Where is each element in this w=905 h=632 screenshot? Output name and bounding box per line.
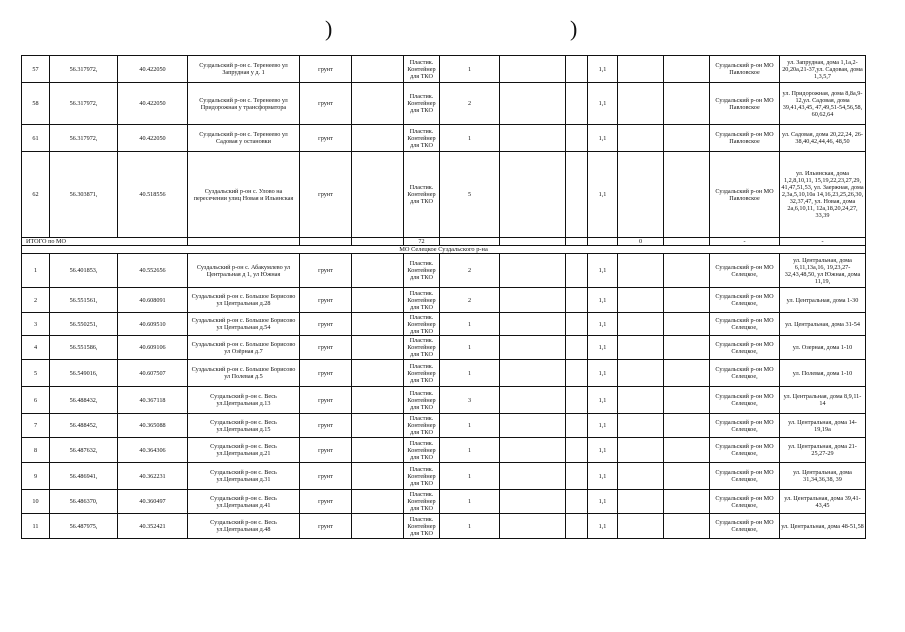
surface-cell: грунт [300,125,352,152]
owner-cell: Суздальский р-он МО Селецкое, [710,254,780,288]
address-cell: Суздальский р-он с. Теренеево ул Садовая у остановки [188,125,300,152]
address-cell: Суздальский р-он с. Большое Борисово ул Центральная д.28 [188,288,300,313]
volume-cell: 1,1 [588,438,618,463]
latitude-cell: 56.551586, [50,336,118,360]
served-houses-cell: ул. Центральная, дома 31,34,36,38, 39 [780,463,866,490]
empty-cell [664,414,710,438]
table-row [22,152,866,238]
empty-cell [566,414,588,438]
table-body-section-a [22,56,866,238]
longitude-cell: 40.364306 [118,438,188,463]
total-count: 72 [404,238,440,246]
empty-cell [500,56,566,83]
empty-cell [352,438,404,463]
volume-cell: 1,1 [588,313,618,336]
address-cell: Суздальский р-он с. Весь ул.Центральная д.31 [188,463,300,490]
container-type-cell: Пластик. Контейнер для ТКО [404,414,440,438]
section-title: МО Селецкое Суздальского р-на [22,246,866,254]
container-type-cell: Пластик. Контейнер для ТКО [404,313,440,336]
longitude-cell: 40.422050 [118,83,188,125]
empty-cell [352,56,404,83]
owner-cell: Суздальский р-он МО Селецкое, [710,414,780,438]
address-cell: Суздальский р-он с. Весь ул.Центральная д.48 [188,514,300,539]
owner-cell: Суздальский р-он МО Селецкое, [710,360,780,387]
empty-cell [566,152,588,238]
empty-cell [664,490,710,514]
surface-cell: грунт [300,387,352,414]
address-cell: Суздальский р-он с. Весь ул.Центральная д.15 [188,414,300,438]
longitude-cell: 40.609510 [118,313,188,336]
container-type-cell: Пластик. Контейнер для ТКО [404,438,440,463]
container-count-cell: 1 [440,336,500,360]
served-houses-cell: ул. Придорожная, дома 8,8а,9-12,ул. Садовая, дома 39,41,43,45, 47,49,51-54,56,58, 60,62,64 [780,83,866,125]
row-number: 57 [22,56,50,83]
empty-cell [618,463,664,490]
row-number: 2 [22,288,50,313]
latitude-cell: 56.488452, [50,414,118,438]
table-row [22,288,866,313]
total-zero: 0 [618,238,664,246]
empty-cell [588,238,618,246]
volume-cell: 1,1 [588,387,618,414]
row-number: 8 [22,438,50,463]
empty-cell [352,387,404,414]
binding-mark-left: ) [325,16,333,41]
empty-cell [500,360,566,387]
longitude-cell: 40.607507 [118,360,188,387]
empty-cell [566,463,588,490]
row-number: 9 [22,463,50,490]
empty-cell [352,514,404,539]
volume-cell: 1,1 [588,360,618,387]
longitude-cell: 40.518556 [118,152,188,238]
surface-cell: грунт [300,56,352,83]
empty-cell [566,254,588,288]
owner-cell: Суздальский р-он МО Селецкое, [710,387,780,414]
total-label: ИТОГО по МО [22,238,188,246]
empty-cell [500,490,566,514]
empty-cell [500,152,566,238]
empty-cell [440,238,500,246]
empty-cell [664,463,710,490]
empty-cell [664,83,710,125]
volume-cell: 1,1 [588,83,618,125]
empty-cell [566,238,588,246]
empty-cell [664,288,710,313]
container-count-cell: 2 [440,83,500,125]
latitude-cell: 56.317972, [50,83,118,125]
container-count-cell: 1 [440,414,500,438]
empty-cell [566,288,588,313]
served-houses-cell: ул. Центральная, дома 21-25,27-29 [780,438,866,463]
container-count-cell: 1 [440,438,500,463]
latitude-cell: 56.317972, [50,125,118,152]
empty-cell [352,125,404,152]
table-row [22,414,866,438]
empty-cell [566,514,588,539]
table-row [22,336,866,360]
surface-cell: грунт [300,514,352,539]
empty-cell [664,387,710,414]
address-cell: Суздальский р-он с. Большое Борисово ул Полевая д.5 [188,360,300,387]
container-type-cell: Пластик. Контейнер для ТКО [404,360,440,387]
registry-table [21,55,866,539]
surface-cell: грунт [300,336,352,360]
container-count-cell: 1 [440,56,500,83]
volume-cell: 1,1 [588,490,618,514]
empty-cell [352,152,404,238]
empty-cell [500,387,566,414]
longitude-cell: 40.609106 [118,336,188,360]
volume-cell: 1,1 [588,336,618,360]
empty-cell [352,490,404,514]
latitude-cell: 56.487632, [50,438,118,463]
empty-cell [618,438,664,463]
total-dash: - [710,238,780,246]
empty-cell [664,438,710,463]
empty-cell [664,152,710,238]
table-body-totals [22,238,866,254]
container-type-cell: Пластик. Контейнер для ТКО [404,254,440,288]
served-houses-cell: ул. Центральная, дома 1-30 [780,288,866,313]
served-houses-cell: ул. Запрудная, дома 1,1а,2-20,20а,21-37,ул. Садовая, дома 1,3,5,7 [780,56,866,83]
section-row [22,246,866,254]
container-type-cell: Пластик. Контейнер для ТКО [404,83,440,125]
empty-cell [566,56,588,83]
surface-cell: грунт [300,360,352,387]
latitude-cell: 56.488432, [50,387,118,414]
empty-cell [566,336,588,360]
latitude-cell: 56.551561, [50,288,118,313]
address-cell: Суздальский р-он с. Большое Борисово ул Озёрная д.7 [188,336,300,360]
empty-cell [664,238,710,246]
surface-cell: грунт [300,83,352,125]
address-cell: Суздальский р-он с. Улово на пересечении улиц Новая и Ильинская [188,152,300,238]
longitude-cell: 40.608091 [118,288,188,313]
empty-cell [664,336,710,360]
latitude-cell: 56.486370, [50,490,118,514]
volume-cell: 1,1 [588,125,618,152]
container-count-cell: 1 [440,514,500,539]
served-houses-cell: ул. Центральная, дома 48-51,58 [780,514,866,539]
owner-cell: Суздальский р-он МО Селецкое, [710,490,780,514]
empty-cell [664,56,710,83]
longitude-cell: 40.360497 [118,490,188,514]
empty-cell [664,125,710,152]
container-type-cell: Пластик. Контейнер для ТКО [404,288,440,313]
empty-cell [618,514,664,539]
total-dash: - [780,238,866,246]
container-type-cell: Пластик. Контейнер для ТКО [404,152,440,238]
address-cell: Суздальский р-он с. Весь ул.Центральная д.13 [188,387,300,414]
empty-cell [352,336,404,360]
latitude-cell: 56.487975, [50,514,118,539]
surface-cell: грунт [300,288,352,313]
container-count-cell: 1 [440,360,500,387]
empty-cell [566,125,588,152]
empty-cell [566,313,588,336]
longitude-cell: 40.367118 [118,387,188,414]
row-number: 7 [22,414,50,438]
empty-cell [664,514,710,539]
row-number: 5 [22,360,50,387]
table-row [22,514,866,539]
empty-cell [352,83,404,125]
empty-cell [618,387,664,414]
row-number: 62 [22,152,50,238]
container-count-cell: 3 [440,387,500,414]
address-cell: Суздальский р-он с. Абакумлево ул Центральная д 1, ул Южная [188,254,300,288]
empty-cell [566,83,588,125]
row-number: 61 [22,125,50,152]
empty-cell [500,313,566,336]
latitude-cell: 56.486941, [50,463,118,490]
table-row [22,83,866,125]
empty-cell [500,414,566,438]
surface-cell: грунт [300,152,352,238]
container-count-cell: 5 [440,152,500,238]
empty-cell [618,125,664,152]
served-houses-cell: ул. Озерная, дома 1-10 [780,336,866,360]
address-cell: Суздальский р-он с. Весь ул.Центральная д.41 [188,490,300,514]
row-number: 11 [22,514,50,539]
volume-cell: 1,1 [588,288,618,313]
longitude-cell: 40.352421 [118,514,188,539]
container-count-cell: 1 [440,463,500,490]
container-type-cell: Пластик. Контейнер для ТКО [404,387,440,414]
owner-cell: Суздальский р-он МО Селецкое, [710,288,780,313]
empty-cell [500,463,566,490]
empty-cell [352,254,404,288]
empty-cell [352,463,404,490]
volume-cell: 1,1 [588,56,618,83]
empty-cell [188,238,300,246]
container-type-cell: Пластик. Контейнер для ТКО [404,56,440,83]
served-houses-cell: ул. Центральная, дома 31-54 [780,313,866,336]
container-type-cell: Пластик. Контейнер для ТКО [404,336,440,360]
table-row [22,313,866,336]
latitude-cell: 56.550251, [50,313,118,336]
owner-cell: Суздальский р-он МО Павловское [710,83,780,125]
empty-cell [664,313,710,336]
empty-cell [618,56,664,83]
row-number: 3 [22,313,50,336]
empty-cell [618,336,664,360]
volume-cell: 1,1 [588,152,618,238]
surface-cell: грунт [300,463,352,490]
container-count-cell: 2 [440,288,500,313]
surface-cell: грунт [300,414,352,438]
row-number: 4 [22,336,50,360]
empty-cell [352,313,404,336]
empty-cell [618,490,664,514]
empty-cell [566,360,588,387]
volume-cell: 1,1 [588,514,618,539]
owner-cell: Суздальский р-он МО Селецкое, [710,438,780,463]
empty-cell [300,238,352,246]
total-row [22,238,866,246]
binding-mark-right: ) [570,16,578,41]
empty-cell [352,360,404,387]
surface-cell: грунт [300,438,352,463]
longitude-cell: 40.422050 [118,125,188,152]
table-row [22,360,866,387]
empty-cell [618,254,664,288]
served-houses-cell: ул. Центральная, дома 14-19,19а [780,414,866,438]
empty-cell [500,254,566,288]
longitude-cell: 40.365088 [118,414,188,438]
empty-cell [566,387,588,414]
empty-cell [500,238,566,246]
empty-cell [618,152,664,238]
owner-cell: Суздальский р-он МО Павловское [710,125,780,152]
table-row [22,438,866,463]
owner-cell: Суздальский р-он МО Павловское [710,152,780,238]
served-houses-cell: ул. Ильинская, дома 1,2,8,10,11, 15,19,22,23,27,29, 41,47,51,53, ул. Заержная, дома 2,3а,5,10,10а 14,16,23,25,26,30, 32,37,47, ул. Новая, дома 2а,6,10,11, 12а,18,20,24,27, 33,39 [780,152,866,238]
empty-cell [500,125,566,152]
owner-cell: Суздальский р-он МО Селецкое, [710,463,780,490]
address-cell: Суздальский р-он с. Теренеево ул Придорожная у трансформатора [188,83,300,125]
container-count-cell: 2 [440,254,500,288]
empty-cell [500,336,566,360]
empty-cell [566,438,588,463]
empty-cell [566,490,588,514]
row-number: 58 [22,83,50,125]
table-row [22,254,866,288]
empty-cell [664,254,710,288]
container-count-cell: 1 [440,125,500,152]
volume-cell: 1,1 [588,463,618,490]
served-houses-cell: ул. Полевая, дома 1-10 [780,360,866,387]
served-houses-cell: ул. Центральная, дома 39,41-43,45 [780,490,866,514]
latitude-cell: 56.549016, [50,360,118,387]
empty-cell [500,288,566,313]
table-row [22,463,866,490]
empty-cell [618,83,664,125]
empty-cell [352,414,404,438]
container-type-cell: Пластик. Контейнер для ТКО [404,463,440,490]
surface-cell: грунт [300,313,352,336]
empty-cell [500,438,566,463]
empty-cell [618,360,664,387]
volume-cell: 1,1 [588,254,618,288]
served-houses-cell: ул. Садовая, дома 20,22,24, 26-38,40,42,44,46, 48,50 [780,125,866,152]
empty-cell [352,288,404,313]
container-type-cell: Пластик. Контейнер для ТКО [404,490,440,514]
container-type-cell: Пластик. Контейнер для ТКО [404,125,440,152]
address-cell: Суздальский р-он с. Весь ул.Центральная д.21 [188,438,300,463]
container-type-cell: Пластик. Контейнер для ТКО [404,514,440,539]
latitude-cell: 56.317972, [50,56,118,83]
served-houses-cell: ул. Центральная, дома 6,11,13а,16, 19,23,27-32,43,48,50, ул Южная, дома 11,19, [780,254,866,288]
table-row [22,125,866,152]
empty-cell [618,313,664,336]
owner-cell: Суздальский р-он МО Селецкое, [710,514,780,539]
table-body-section-b [22,254,866,539]
empty-cell [500,83,566,125]
owner-cell: Суздальский р-он МО Павловское [710,56,780,83]
latitude-cell: 56.401853, [50,254,118,288]
empty-cell [500,514,566,539]
empty-cell [618,288,664,313]
owner-cell: Суздальский р-он МО Селецкое, [710,336,780,360]
surface-cell: грунт [300,254,352,288]
table-row [22,387,866,414]
empty-cell [664,360,710,387]
container-count-cell: 1 [440,490,500,514]
container-count-cell: 1 [440,313,500,336]
row-number: 6 [22,387,50,414]
longitude-cell: 40.422050 [118,56,188,83]
volume-cell: 1,1 [588,414,618,438]
table-row [22,490,866,514]
latitude-cell: 56.303871, [50,152,118,238]
served-houses-cell: ул. Центральная, дома 8,9,11-14 [780,387,866,414]
empty-cell [352,238,404,246]
address-cell: Суздальский р-он с. Большое Борисово ул Центральная д.54 [188,313,300,336]
longitude-cell: 40.552656 [118,254,188,288]
row-number: 1 [22,254,50,288]
empty-cell [618,414,664,438]
address-cell: Суздальский р-он с. Теренеево ул Запрудная у д. 1 [188,56,300,83]
owner-cell: Суздальский р-он МО Селецкое, [710,313,780,336]
longitude-cell: 40.362231 [118,463,188,490]
row-number: 10 [22,490,50,514]
table-row [22,56,866,83]
surface-cell: грунт [300,490,352,514]
